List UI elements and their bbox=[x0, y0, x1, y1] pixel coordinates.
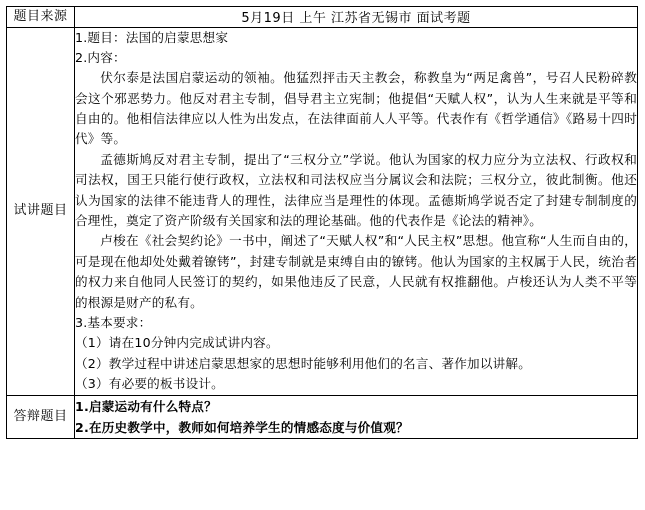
table-row-lesson bbox=[7, 27, 638, 395]
defense-content bbox=[75, 395, 638, 439]
lesson-requirement-1: （1）请在10分钟内完成试讲内容。 bbox=[75, 335, 279, 351]
row-value-source: 5月19日 上午 江苏省无锡市 面试考题 bbox=[75, 7, 638, 28]
defense-question-2: 2.在历史教学中，教师如何培养学生的情感态度与价值观？ bbox=[75, 419, 409, 435]
lesson-paragraph-voltaire: 伏尔泰是法国启蒙运动的领袖。他猛烈抨击天主教会，称教皇为“两足禽兽”，号召人民粉碎教会这个邪恶势力。他反对君主专制，倡导君主立宪制；他提倡“天赋人权”，认为人生来就是平等和自由的。他相信法律应以人性为出发点，在法律面前人人平等。代表作有《哲学通信》《路易十四时代》等。 bbox=[75, 70, 637, 147]
lesson-requirement-2: （2）教学过程中讲述启蒙思想家的思想时能够利用他们的名言、著作加以讲解。 bbox=[75, 355, 531, 371]
table-row-source bbox=[7, 7, 638, 28]
lesson-content bbox=[75, 27, 638, 395]
defense-question-1: 1.启蒙运动有什么特点？ bbox=[75, 398, 217, 414]
row-label-lesson: 试讲题目 bbox=[7, 27, 75, 395]
lesson-requirement-3: （3）有必要的板书设计。 bbox=[75, 376, 224, 392]
row-label-source: 题目来源 bbox=[7, 7, 75, 28]
lesson-paragraph-rousseau: 卢梭在《社会契约论》一书中，阐述了“天赋人权”和“人民主权”思想。他宣称“人生而自由的，可是现在他却处处戴着镣铐”，封建专制就是束缚自由的镣铐。他认为国家的主权属于人民，统治者的权力来自他同人民签订的契约，如果他违反了民意，人民就有权推翻他。卢梭还认为人类不平等的根源是财产的私有。 bbox=[75, 233, 638, 310]
table-row-defense bbox=[7, 395, 638, 439]
lesson-paragraph-montesquieu: 孟德斯鸠反对君主专制，提出了“三权分立”学说。他认为国家的权力应分为立法权、行政权和司法权，国王只能行使行政权，立法权和司法权应当分属议会和法院；三权分立，彼此制衡。他还认为国家的法律不能违背人的理性，法律应当是理性的体现。孟德斯鸠学说否定了封建专制制度的合理性，奠定了资产阶级有关国家和法的理论基础。他的代表作是《论法的精神》。 bbox=[75, 151, 637, 229]
row-label-defense: 答辩题目 bbox=[7, 395, 75, 439]
lesson-line-requirements-label: 3.基本要求： bbox=[75, 314, 152, 330]
lesson-line-title: 1.题目：法国的启蒙思想家 bbox=[75, 29, 229, 45]
lesson-line-content-label: 2.内容： bbox=[75, 49, 126, 65]
exam-table bbox=[6, 6, 638, 439]
